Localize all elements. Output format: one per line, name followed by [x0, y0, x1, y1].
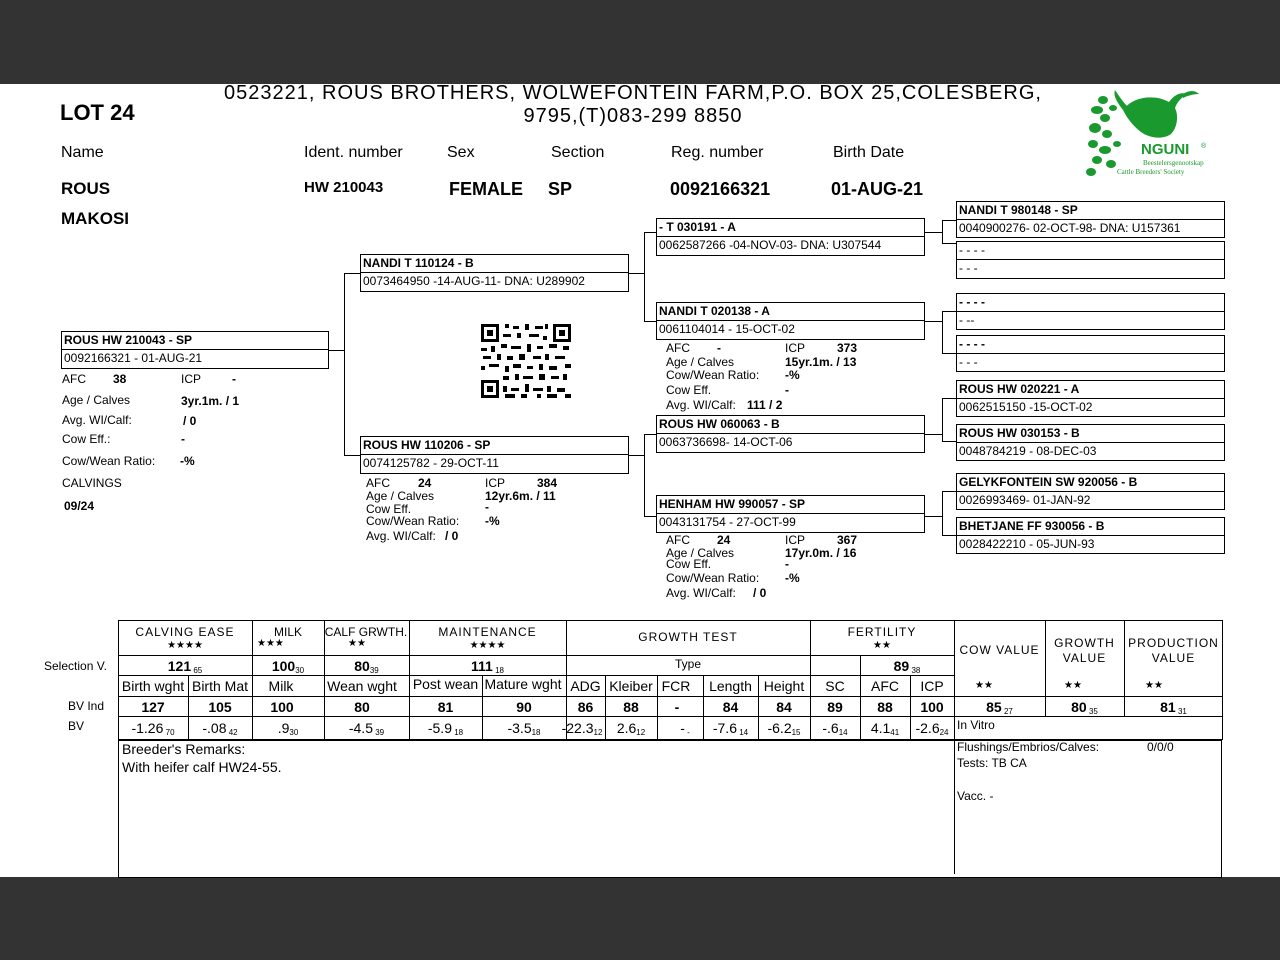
row-label-bv: BV: [68, 719, 85, 733]
col-mature-wght: Mature wght: [484, 676, 562, 692]
sire-dam-title: NANDI T 020138 - A: [659, 304, 770, 318]
sd-ce-label: Cow Eff.: [666, 383, 712, 397]
ind-fcr: -: [674, 699, 680, 715]
animal-wi-label: Avg. WI/Calf:: [62, 413, 132, 427]
ind-icp: 100: [920, 699, 944, 715]
cow-value: 85 $_{27}$: [986, 699, 1013, 716]
gg-3-title: - - - -: [959, 295, 985, 309]
animal-box-detail: 0092166321 - 01-AUG-21: [64, 351, 203, 365]
header-production-value-1: PRODUCTION: [1128, 636, 1219, 650]
animal-box: [61, 331, 329, 369]
sel-calving-ease: 121 $_{65}$: [167, 658, 203, 675]
gg-box-4: [956, 335, 1225, 372]
bv-birth-mat: -.08 $_{42}$: [202, 720, 238, 737]
in-vitro-label: In Vitro: [957, 718, 995, 732]
gg-8-detail: 0028422210 - 05-JUN-93: [959, 537, 1095, 551]
animal-afc: 38: [113, 372, 127, 386]
animal-icp-label: ICP: [181, 372, 202, 386]
ind-height: 84: [776, 699, 792, 715]
logo-brand: NGUNI: [1141, 141, 1190, 158]
label-section: Section: [551, 144, 605, 161]
logo-society-english: Cattle Breeders' Society: [1117, 168, 1185, 176]
sd-cw-label: Cow/Wean Ratio:: [666, 368, 760, 382]
animal-calvings: 09/24: [64, 499, 95, 513]
vacc-text: Vacc. -: [957, 789, 994, 803]
animal-calvings-label: CALVINGS: [62, 476, 122, 490]
dam-dam-detail: 0043131754 - 27-OCT-99: [659, 515, 796, 529]
header-growth-value-1: GROWTH: [1054, 636, 1115, 650]
header-milk: MILK: [273, 625, 302, 639]
col-milk: Milk: [268, 678, 294, 694]
bv-wean-wght: -4.5 $_{39}$: [348, 720, 385, 737]
gg-5-title: ROUS HW 020221 - A: [959, 382, 1080, 396]
bv-length: -7.6 $_{14}$: [712, 720, 749, 737]
gg-3-detail: - --: [959, 313, 975, 327]
col-birth-wght: Birth wght: [121, 678, 185, 694]
col-kleiber: Kleiber: [609, 678, 653, 694]
sel-fertility: 89 $_{38}$: [893, 658, 921, 675]
dd-wi: / 0: [753, 586, 767, 600]
flushings-value: 0/0/0: [1147, 740, 1174, 754]
ind-length: 84: [722, 699, 739, 715]
bv-sc: $-.6_{14}$: [822, 720, 848, 737]
sire-title: NANDI T 110124 - B: [363, 256, 474, 270]
sel-calf-growth: $80_{39}$: [354, 658, 379, 675]
dam-title: ROUS HW 110206 - SP: [363, 438, 491, 452]
label-sex: Sex: [447, 144, 475, 161]
stars-milk: ★★★: [257, 638, 284, 649]
col-birth-mat: Birth Mat: [191, 678, 248, 694]
col-icp: ICP: [920, 678, 944, 694]
gg-6-detail: 0048784219 - 08-DEC-03: [959, 444, 1097, 458]
dam-dam-title: HENHAM HW 990057 - SP: [659, 497, 806, 511]
sd-afc-label: AFC: [666, 341, 690, 355]
header-cow-value: COW VALUE: [959, 643, 1040, 657]
remarks-title: Breeder's Remarks:: [122, 741, 246, 757]
dd-age-label: Age / Calves: [666, 546, 735, 560]
owner-line-2: 9795,(T)083-299 8850: [523, 105, 743, 127]
qr-code: [481, 324, 571, 398]
col-length: Length: [709, 678, 752, 694]
sd-wi: 111 / 2: [747, 398, 783, 412]
gg-6-title: ROUS HW 030153 - B: [959, 426, 1080, 440]
sire-box: [360, 254, 629, 292]
qr-code-graphic: [481, 324, 571, 398]
col-post-wean: Post wean: [412, 676, 479, 692]
dam-age: 12yr.6m. / 11: [485, 489, 556, 503]
bv-icp: $-2.6_{24}$: [915, 720, 949, 737]
sd-wi-label: Avg. WI/Calf:: [666, 398, 736, 412]
bv-fcr: - $_-$: [680, 720, 690, 737]
gg-7-title: GELYKFONTEIN SW 920056 - B: [959, 475, 1138, 489]
gg-7-detail: 0026993469- 01-JAN-92: [959, 493, 1091, 507]
stars-cow-value: ★★: [975, 680, 993, 691]
stars-calving-ease: ★★★★: [167, 640, 203, 651]
sd-afc: -: [717, 341, 721, 355]
dd-ce-label: Cow Eff.: [666, 557, 712, 571]
sire-dam-detail: 0061104014 - 15-OCT-02: [659, 322, 795, 336]
logo-society-afrikaans: Beestelersgenootskap: [1143, 159, 1204, 167]
bv-milk: $.9_{30}$: [277, 720, 299, 737]
animal-icp: -: [232, 372, 236, 386]
stars-fertility: ★★: [873, 640, 891, 651]
dd-icp-label: ICP: [785, 533, 806, 547]
bv-post-wean: -5.9 $_{18}$: [427, 720, 464, 737]
pedigree-sheet: [0, 84, 1280, 877]
gg-2-detail: - - -: [959, 261, 978, 275]
ident-value: HW 210043: [304, 179, 384, 196]
sel-milk: $100_{30}$: [271, 658, 305, 675]
animal-ce: -: [181, 432, 185, 446]
sire-detail: 0073464950 -14-AUG-11- DNA: U289902: [363, 274, 585, 288]
dam-detail: 0074125782 - 29-OCT-11: [363, 456, 499, 470]
nguni-logo: [1083, 88, 1213, 192]
dam-dam-box: [656, 495, 925, 533]
sd-icp: 373: [837, 341, 858, 355]
gg-8-title: BHETJANE FF 930056 - B: [959, 519, 1105, 533]
dam-icp: 384: [537, 476, 558, 490]
label-birth: Birth Date: [833, 144, 905, 161]
dam-sire-detail: 0063736698- 14-OCT-06: [659, 435, 793, 449]
sd-cw: -%: [785, 368, 800, 382]
stars-maintenance: ★★★★: [469, 640, 506, 651]
sire-sire-detail: 0062587266 -04-NOV-03- DNA: U307544: [659, 238, 882, 252]
header-production-value-2: VALUE: [1151, 651, 1196, 665]
gg-1-title: NANDI T 980148 - SP: [959, 203, 1078, 217]
gg-4-detail: - - -: [959, 355, 978, 369]
sire-dam-box: [656, 302, 925, 340]
header-growth-value-2: VALUE: [1062, 651, 1107, 665]
col-wean-wght: Wean wght: [327, 678, 397, 694]
owner-line-1: 0523221, ROUS BROTHERS, WOLWEFONTEIN FARM,P.O. BOX 25,COLESBERG,: [224, 82, 1042, 104]
production-value: 81 $_{31}$: [1160, 699, 1187, 716]
bv-height: $-6.2_{15}$: [767, 720, 801, 737]
bv-adg: $-22.3_{12}$: [561, 720, 603, 737]
dam-cw: -%: [485, 514, 500, 528]
sd-age-label: Age / Calves: [666, 355, 735, 369]
animal-name-2: MAKOSI: [61, 209, 129, 228]
growth-value: 80 $_{35}$: [1071, 699, 1098, 716]
tests-text: Tests: TB CA: [957, 756, 1027, 770]
dd-ce: -: [785, 557, 789, 571]
ind-wean-wght: 80: [354, 699, 370, 715]
stars-calf-growth: ★★: [348, 638, 366, 649]
header-maintenance: MAINTENANCE: [438, 625, 537, 639]
animal-age-label: Age / Calves: [62, 393, 131, 407]
gg-box-2: [956, 241, 1225, 279]
dd-cw-label: Cow/Wean Ratio:: [666, 571, 760, 585]
sd-age: 15yr.1m. / 13: [785, 355, 857, 369]
dd-icp: 367: [837, 533, 858, 547]
dam-ce: -: [485, 500, 489, 514]
animal-age: 3yr.1m. / 1: [181, 394, 240, 408]
row-label-bv-ind: BV Ind: [68, 699, 105, 713]
dam-afc-label: AFC: [366, 476, 390, 490]
gg-box-1: [956, 201, 1225, 238]
lot-number: LOT 24: [60, 100, 135, 125]
label-reg: Reg. number: [671, 144, 764, 161]
sel-maintenance: 111 $_{18}$: [471, 658, 504, 675]
animal-name-1: ROUS: [61, 179, 111, 198]
dd-wi-label: Avg. WI/Calf:: [666, 586, 736, 600]
gg-box-5: [956, 380, 1225, 417]
sex-value: FEMALE: [449, 179, 523, 199]
dd-afc-label: AFC: [666, 533, 690, 547]
animal-box-title: ROUS HW 210043 - SP: [64, 333, 193, 347]
row-label-selection: Selection V.: [44, 659, 107, 673]
gg-box-3: [956, 293, 1225, 330]
dd-cw: -%: [785, 571, 800, 585]
gg-box-8: [956, 517, 1225, 554]
header-calving-ease: CALVING EASE: [135, 625, 235, 639]
ind-adg: 86: [577, 699, 594, 715]
sd-ce: -: [785, 383, 789, 397]
animal-afc-label: AFC: [62, 372, 86, 386]
bv-afc: $4.1_{41}$: [870, 720, 900, 737]
ind-kleiber: 88: [623, 699, 639, 715]
growth-test-type: Type: [674, 657, 701, 671]
gg-box-7: [956, 473, 1225, 510]
animal-cw: -%: [180, 454, 195, 468]
dam-sire-title: ROUS HW 060063 - B: [659, 417, 780, 431]
dam-cw-label: Cow/Wean Ratio:: [366, 514, 460, 528]
sire-sire-box: [656, 218, 925, 256]
dam-ce-label: Cow Eff.: [366, 502, 412, 516]
col-sc: SC: [825, 678, 845, 694]
gg-box-6: [956, 424, 1225, 461]
label-name: Name: [61, 144, 104, 161]
remarks-panel: [118, 740, 1222, 878]
dam-age-label: Age / Calves: [366, 489, 435, 503]
ind-birth-wght: 127: [141, 699, 165, 715]
gg-2-title: - - - -: [959, 243, 985, 257]
stars-production-value: ★★: [1145, 680, 1163, 691]
ind-sc: 89: [827, 699, 843, 715]
ind-milk: 100: [270, 699, 294, 715]
header-growth-test: GROWTH TEST: [638, 630, 738, 644]
col-adg: ADG: [570, 678, 601, 694]
section-value: SP: [548, 179, 573, 199]
reg-value: 0092166321: [670, 179, 771, 199]
dd-age: 17yr.0m. / 16: [785, 546, 857, 560]
dam-wi: / 0: [445, 529, 459, 543]
ind-post-wean: 81: [437, 699, 454, 715]
birth-value: 01-AUG-21: [831, 179, 924, 199]
dd-afc: 24: [717, 533, 731, 547]
flushings-label: Flushings/Embrios/Calves:: [957, 740, 1100, 754]
sd-icp-label: ICP: [785, 341, 806, 355]
gg-4-title: - - - -: [959, 337, 985, 351]
gg-5-detail: 0062515150 -15-OCT-02: [959, 400, 1093, 414]
header-fertility: FERTILITY: [847, 625, 917, 639]
bv-mature-wght: $-3.5_{18}$: [507, 720, 541, 737]
ind-birth-mat: 105: [208, 699, 232, 715]
animal-cw-label: Cow/Wean Ratio:: [62, 454, 156, 468]
ind-afc: 88: [877, 699, 893, 715]
logo-registered-mark: ®: [1201, 143, 1207, 150]
col-height: Height: [763, 678, 805, 694]
stars-growth-value: ★★: [1064, 680, 1082, 691]
col-afc: AFC: [871, 678, 899, 694]
animal-wi: / 0: [183, 414, 197, 428]
dam-wi-label: Avg. WI/Calf:: [366, 529, 436, 543]
dam-box: [360, 436, 629, 474]
ind-mature-wght: 90: [516, 699, 532, 715]
nguni-logo-graphic: [1083, 88, 1213, 192]
bv-birth-wght: -1.26 $_{70}$: [131, 720, 175, 737]
dam-sire-box: [656, 415, 925, 453]
animal-ce-label: Cow Eff.:: [62, 432, 111, 446]
label-ident: Ident. number: [304, 144, 403, 161]
sire-sire-title: - T 030191 - A: [659, 220, 736, 234]
header-calf-growth: CALF GRWTH.: [324, 625, 408, 639]
col-fcr: FCR: [661, 678, 691, 694]
dam-afc: 24: [418, 476, 432, 490]
dam-icp-label: ICP: [485, 476, 506, 490]
gg-1-detail: 0040900276- 02-OCT-98- DNA: U157361: [959, 221, 1181, 235]
bv-kleiber: $2.6_{12}$: [616, 720, 646, 737]
remarks-text: With heifer calf HW24-55.: [122, 759, 282, 775]
